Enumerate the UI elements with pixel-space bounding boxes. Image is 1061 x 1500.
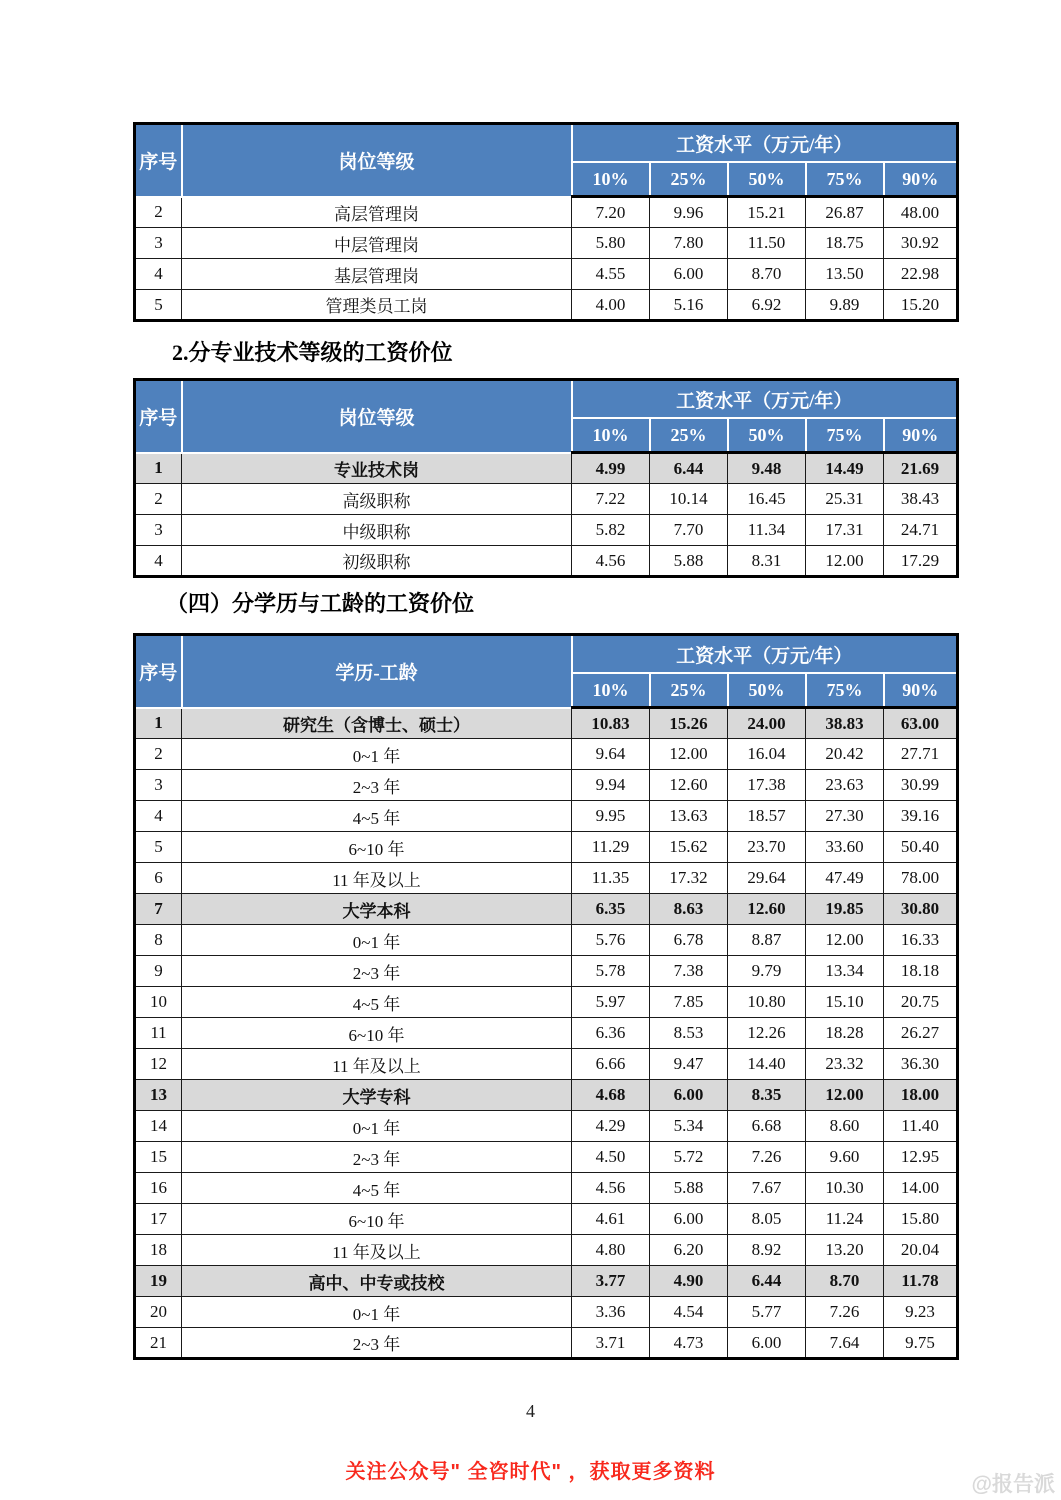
value-cell: 9.96: [650, 197, 728, 228]
value-cell: 30.80: [884, 894, 958, 925]
column-header-p10: 10%: [572, 673, 650, 708]
value-cell: 13.50: [806, 259, 884, 290]
value-cell: 17.38: [728, 770, 806, 801]
table-row: [135, 546, 958, 577]
value-cell: 10.30: [806, 1173, 884, 1204]
category-cell: 6~10 年: [182, 832, 572, 863]
value-cell: 23.32: [806, 1049, 884, 1080]
row-index-cell: 8: [135, 925, 182, 956]
row-index-cell: 18: [135, 1235, 182, 1266]
column-header-p50: 50%: [728, 162, 806, 197]
column-header-p90: 90%: [884, 673, 958, 708]
value-cell: 9.79: [728, 956, 806, 987]
table-row: [135, 484, 958, 515]
column-header-p90: 90%: [884, 162, 958, 197]
value-cell: 3.71: [572, 1328, 650, 1359]
value-cell: 9.47: [650, 1049, 728, 1080]
value-cell: 5.82: [572, 515, 650, 546]
value-cell: 12.60: [650, 770, 728, 801]
column-header-p75: 75%: [806, 162, 884, 197]
value-cell: 12.60: [728, 894, 806, 925]
value-cell: 6.44: [728, 1266, 806, 1297]
row-index-cell: 3: [135, 515, 182, 546]
value-cell: 4.54: [650, 1297, 728, 1328]
value-cell: 5.97: [572, 987, 650, 1018]
column-header-index: 序号: [135, 380, 182, 453]
value-cell: 6.00: [728, 1328, 806, 1359]
value-cell: 5.88: [650, 546, 728, 577]
category-cell: 2~3 年: [182, 1142, 572, 1173]
category-cell: 0~1 年: [182, 1297, 572, 1328]
row-index-cell: 2: [135, 197, 182, 228]
value-cell: 48.00: [884, 197, 958, 228]
value-cell: 8.92: [728, 1235, 806, 1266]
column-header-category: 岗位等级: [182, 124, 572, 197]
value-cell: 7.26: [806, 1297, 884, 1328]
value-cell: 6.00: [650, 1080, 728, 1111]
category-cell: 0~1 年: [182, 1111, 572, 1142]
value-cell: 63.00: [884, 708, 958, 739]
value-cell: 10.80: [728, 987, 806, 1018]
value-cell: 5.77: [728, 1297, 806, 1328]
value-cell: 8.70: [728, 259, 806, 290]
category-cell: 高级职称: [182, 484, 572, 515]
section-heading-education: （四）分学历与工龄的工资价位: [166, 591, 475, 616]
value-cell: 3.36: [572, 1297, 650, 1328]
value-cell: 8.05: [728, 1204, 806, 1235]
table-row: [135, 1142, 958, 1173]
footer-note: 关注公众号" 全咨时代" ，获取更多资料: [345, 1461, 716, 1483]
value-cell: 12.00: [806, 1080, 884, 1111]
category-cell: 6~10 年: [182, 1018, 572, 1049]
value-cell: 9.60: [806, 1142, 884, 1173]
row-index-cell: 1: [135, 708, 182, 739]
category-cell: 2~3 年: [182, 1328, 572, 1359]
value-cell: 27.71: [884, 739, 958, 770]
value-cell: 15.21: [728, 197, 806, 228]
value-cell: 6.78: [650, 925, 728, 956]
value-cell: 5.34: [650, 1111, 728, 1142]
value-cell: 9.89: [806, 290, 884, 321]
value-cell: 11.50: [728, 228, 806, 259]
value-cell: 4.56: [572, 1173, 650, 1204]
table-row: [135, 956, 958, 987]
column-header-salary-span: 工资水平（万元/年）: [572, 635, 958, 674]
column-header-p50: 50%: [728, 418, 806, 453]
value-cell: 15.20: [884, 290, 958, 321]
table-row: [135, 290, 958, 321]
row-index-cell: 9: [135, 956, 182, 987]
category-cell: 2~3 年: [182, 956, 572, 987]
value-cell: 5.72: [650, 1142, 728, 1173]
value-cell: 47.49: [806, 863, 884, 894]
row-index-cell: 1: [135, 453, 182, 484]
value-cell: 12.00: [806, 546, 884, 577]
value-cell: 13.63: [650, 801, 728, 832]
table-row: [135, 1266, 958, 1297]
column-header-index: 序号: [135, 124, 182, 197]
table-row: [135, 197, 958, 228]
table-row: [135, 1297, 958, 1328]
value-cell: 78.00: [884, 863, 958, 894]
page-number: 4: [526, 1401, 535, 1421]
table-row: [135, 739, 958, 770]
row-index-cell: 4: [135, 546, 182, 577]
value-cell: 20.42: [806, 739, 884, 770]
table-row: [135, 770, 958, 801]
row-index-cell: 11: [135, 1018, 182, 1049]
table-row: [135, 1049, 958, 1080]
category-cell: 初级职称: [182, 546, 572, 577]
table-row: [135, 453, 958, 484]
value-cell: 5.16: [650, 290, 728, 321]
value-cell: 4.29: [572, 1111, 650, 1142]
column-header-p25: 25%: [650, 418, 728, 453]
section-heading-technical: 2.分专业技术等级的工资价位: [172, 340, 453, 365]
value-cell: 38.83: [806, 708, 884, 739]
value-cell: 36.30: [884, 1049, 958, 1080]
value-cell: 11.40: [884, 1111, 958, 1142]
row-index-cell: 6: [135, 863, 182, 894]
value-cell: 11.34: [728, 515, 806, 546]
value-cell: 17.32: [650, 863, 728, 894]
value-cell: 24.71: [884, 515, 958, 546]
table-row: [135, 515, 958, 546]
value-cell: 3.77: [572, 1266, 650, 1297]
value-cell: 4.73: [650, 1328, 728, 1359]
table-body: [135, 708, 958, 1359]
value-cell: 10.14: [650, 484, 728, 515]
category-cell: 0~1 年: [182, 925, 572, 956]
value-cell: 7.80: [650, 228, 728, 259]
row-index-cell: 15: [135, 1142, 182, 1173]
column-header-category: 学历-工龄: [182, 635, 572, 708]
value-cell: 39.16: [884, 801, 958, 832]
value-cell: 15.80: [884, 1204, 958, 1235]
table-row: [135, 1111, 958, 1142]
column-header-p75: 75%: [806, 673, 884, 708]
table-body: [135, 197, 958, 321]
category-cell: 管理类员工岗: [182, 290, 572, 321]
column-header-salary-span: 工资水平（万元/年）: [572, 124, 958, 163]
table-row: [135, 863, 958, 894]
value-cell: 9.94: [572, 770, 650, 801]
column-header-p25: 25%: [650, 162, 728, 197]
category-cell: 专业技术岗: [182, 453, 572, 484]
technical-grade-table: [133, 378, 959, 578]
row-index-cell: 17: [135, 1204, 182, 1235]
row-index-cell: 2: [135, 739, 182, 770]
value-cell: 6.35: [572, 894, 650, 925]
education-tenure-table: [133, 633, 959, 1360]
value-cell: 4.99: [572, 453, 650, 484]
category-cell: 2~3 年: [182, 770, 572, 801]
row-index-cell: 4: [135, 801, 182, 832]
value-cell: 8.70: [806, 1266, 884, 1297]
category-cell: 中层管理岗: [182, 228, 572, 259]
table-body: [135, 453, 958, 577]
value-cell: 24.00: [728, 708, 806, 739]
table-row: [135, 1204, 958, 1235]
value-cell: 21.69: [884, 453, 958, 484]
category-cell: 4~5 年: [182, 1173, 572, 1204]
value-cell: 6.36: [572, 1018, 650, 1049]
value-cell: 4.00: [572, 290, 650, 321]
value-cell: 9.48: [728, 453, 806, 484]
column-header-index: 序号: [135, 635, 182, 708]
category-cell: 4~5 年: [182, 987, 572, 1018]
row-index-cell: 2: [135, 484, 182, 515]
row-index-cell: 7: [135, 894, 182, 925]
value-cell: 12.95: [884, 1142, 958, 1173]
value-cell: 38.43: [884, 484, 958, 515]
value-cell: 20.75: [884, 987, 958, 1018]
row-index-cell: 19: [135, 1266, 182, 1297]
category-cell: 基层管理岗: [182, 259, 572, 290]
value-cell: 15.26: [650, 708, 728, 739]
value-cell: 6.66: [572, 1049, 650, 1080]
value-cell: 14.49: [806, 453, 884, 484]
table-header: [135, 635, 958, 708]
value-cell: 7.38: [650, 956, 728, 987]
value-cell: 25.31: [806, 484, 884, 515]
value-cell: 7.67: [728, 1173, 806, 1204]
column-header-p50: 50%: [728, 673, 806, 708]
value-cell: 4.68: [572, 1080, 650, 1111]
column-header-category: 岗位等级: [182, 380, 572, 453]
table-row: [135, 925, 958, 956]
value-cell: 30.99: [884, 770, 958, 801]
value-cell: 9.64: [572, 739, 650, 770]
value-cell: 4.80: [572, 1235, 650, 1266]
value-cell: 16.33: [884, 925, 958, 956]
value-cell: 19.85: [806, 894, 884, 925]
value-cell: 4.61: [572, 1204, 650, 1235]
row-index-cell: 21: [135, 1328, 182, 1359]
category-cell: 中级职称: [182, 515, 572, 546]
value-cell: 16.45: [728, 484, 806, 515]
table-row: [135, 1080, 958, 1111]
value-cell: 4.56: [572, 546, 650, 577]
value-cell: 18.28: [806, 1018, 884, 1049]
table-row: [135, 1173, 958, 1204]
table-header: [135, 124, 958, 197]
value-cell: 12.00: [806, 925, 884, 956]
table-row: [135, 894, 958, 925]
row-index-cell: 13: [135, 1080, 182, 1111]
value-cell: 16.04: [728, 739, 806, 770]
table-row: [135, 1235, 958, 1266]
value-cell: 13.34: [806, 956, 884, 987]
value-cell: 26.27: [884, 1018, 958, 1049]
value-cell: 14.00: [884, 1173, 958, 1204]
value-cell: 13.20: [806, 1235, 884, 1266]
value-cell: 7.70: [650, 515, 728, 546]
table-row: [135, 1328, 958, 1359]
value-cell: 15.62: [650, 832, 728, 863]
value-cell: 8.63: [650, 894, 728, 925]
value-cell: 8.87: [728, 925, 806, 956]
table-row: [135, 832, 958, 863]
value-cell: 9.95: [572, 801, 650, 832]
row-index-cell: 16: [135, 1173, 182, 1204]
row-index-cell: 10: [135, 987, 182, 1018]
category-cell: 4~5 年: [182, 801, 572, 832]
value-cell: 7.22: [572, 484, 650, 515]
value-cell: 5.76: [572, 925, 650, 956]
value-cell: 6.44: [650, 453, 728, 484]
value-cell: 18.00: [884, 1080, 958, 1111]
column-header-p25: 25%: [650, 673, 728, 708]
value-cell: 17.29: [884, 546, 958, 577]
table-row: [135, 228, 958, 259]
category-cell: 高层管理岗: [182, 197, 572, 228]
table-row: [135, 987, 958, 1018]
row-index-cell: 3: [135, 228, 182, 259]
value-cell: 8.35: [728, 1080, 806, 1111]
value-cell: 20.04: [884, 1235, 958, 1266]
row-index-cell: 20: [135, 1297, 182, 1328]
row-index-cell: 5: [135, 832, 182, 863]
value-cell: 14.40: [728, 1049, 806, 1080]
watermark: @报告派: [971, 1473, 1055, 1496]
table-row: [135, 1018, 958, 1049]
value-cell: 7.64: [806, 1328, 884, 1359]
value-cell: 6.20: [650, 1235, 728, 1266]
value-cell: 12.00: [650, 739, 728, 770]
row-index-cell: 12: [135, 1049, 182, 1080]
value-cell: 23.63: [806, 770, 884, 801]
column-header-p10: 10%: [572, 418, 650, 453]
value-cell: 27.30: [806, 801, 884, 832]
category-cell: 11 年及以上: [182, 863, 572, 894]
value-cell: 11.35: [572, 863, 650, 894]
row-index-cell: 4: [135, 259, 182, 290]
row-index-cell: 3: [135, 770, 182, 801]
value-cell: 22.98: [884, 259, 958, 290]
category-cell: 研究生（含博士、硕士）: [182, 708, 572, 739]
table-row: [135, 708, 958, 739]
value-cell: 33.60: [806, 832, 884, 863]
value-cell: 30.92: [884, 228, 958, 259]
value-cell: 4.50: [572, 1142, 650, 1173]
value-cell: 5.78: [572, 956, 650, 987]
value-cell: 26.87: [806, 197, 884, 228]
value-cell: 10.83: [572, 708, 650, 739]
value-cell: 5.88: [650, 1173, 728, 1204]
value-cell: 18.18: [884, 956, 958, 987]
row-index-cell: 14: [135, 1111, 182, 1142]
column-header-p10: 10%: [572, 162, 650, 197]
category-cell: 11 年及以上: [182, 1235, 572, 1266]
value-cell: 9.23: [884, 1297, 958, 1328]
value-cell: 5.80: [572, 228, 650, 259]
value-cell: 4.90: [650, 1266, 728, 1297]
value-cell: 6.00: [650, 1204, 728, 1235]
value-cell: 18.75: [806, 228, 884, 259]
value-cell: 4.55: [572, 259, 650, 290]
category-cell: 大学专科: [182, 1080, 572, 1111]
value-cell: 8.31: [728, 546, 806, 577]
value-cell: 11.29: [572, 832, 650, 863]
category-cell: 大学本科: [182, 894, 572, 925]
value-cell: 18.57: [728, 801, 806, 832]
column-header-salary-span: 工资水平（万元/年）: [572, 380, 958, 419]
column-header-p75: 75%: [806, 418, 884, 453]
category-cell: 6~10 年: [182, 1204, 572, 1235]
value-cell: 6.92: [728, 290, 806, 321]
value-cell: 12.26: [728, 1018, 806, 1049]
table-row: [135, 259, 958, 290]
value-cell: 8.60: [806, 1111, 884, 1142]
value-cell: 15.10: [806, 987, 884, 1018]
value-cell: 7.20: [572, 197, 650, 228]
value-cell: 9.75: [884, 1328, 958, 1359]
category-cell: 11 年及以上: [182, 1049, 572, 1080]
value-cell: 8.53: [650, 1018, 728, 1049]
category-cell: 0~1 年: [182, 739, 572, 770]
value-cell: 23.70: [728, 832, 806, 863]
category-cell: 高中、中专或技校: [182, 1266, 572, 1297]
value-cell: 6.68: [728, 1111, 806, 1142]
value-cell: 29.64: [728, 863, 806, 894]
value-cell: 7.85: [650, 987, 728, 1018]
value-cell: 7.26: [728, 1142, 806, 1173]
value-cell: 50.40: [884, 832, 958, 863]
row-index-cell: 5: [135, 290, 182, 321]
value-cell: 11.78: [884, 1266, 958, 1297]
column-header-p90: 90%: [884, 418, 958, 453]
management-grade-table: [133, 122, 959, 322]
value-cell: 6.00: [650, 259, 728, 290]
table-row: [135, 801, 958, 832]
table-header: [135, 380, 958, 453]
value-cell: 11.24: [806, 1204, 884, 1235]
value-cell: 17.31: [806, 515, 884, 546]
